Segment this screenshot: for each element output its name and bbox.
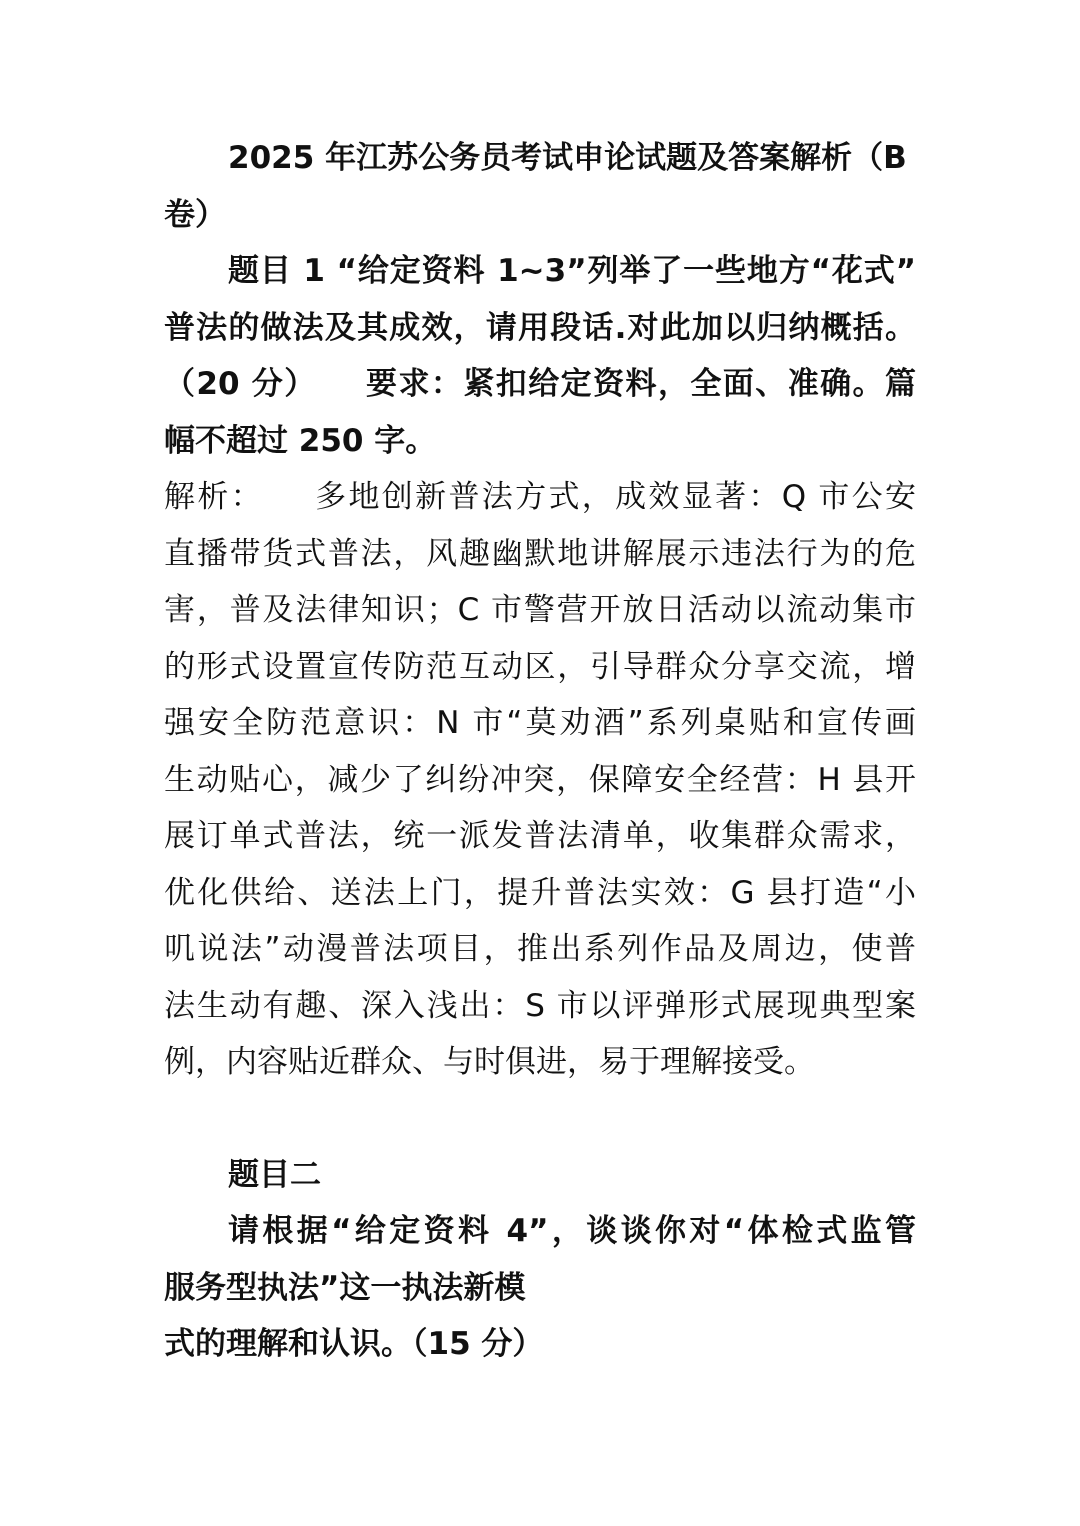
analysis-line: 叽说法”动漫普法项目，推出系列作品及周边，使普 xyxy=(164,931,916,967)
analysis-line: 展订单式普法，统一派发普法清单，收集群众需求， xyxy=(164,818,916,854)
question-1 xyxy=(164,243,916,469)
analysis-line: 强安全防范意识：N 市“莫劝酒”系列桌贴和宣传画 xyxy=(164,705,916,741)
title-line: 2025 年江苏公务员考试申论试题及答案解析（B xyxy=(228,140,907,176)
analysis-line: 例，内容贴近群众、与时俱进，易于理解接受。 xyxy=(164,1044,815,1080)
document-page xyxy=(164,130,916,1373)
analysis-line: 优化供给、送法上门，提升普法实效：G 县打造“小 xyxy=(164,874,916,911)
question-2-line: 式的理解和认识。（15 分） xyxy=(164,1326,544,1362)
section-spacer xyxy=(164,1091,916,1147)
question-2-line: 请根据“给定资料 4”，谈谈你对“体检式监管 xyxy=(228,1213,916,1249)
analysis-line: 的形式设置宣传防范互动区，引导群众分享交流，增 xyxy=(164,648,916,685)
analysis-line: 害，普及法律知识；C 市警营开放日活动以流动集市 xyxy=(164,592,916,628)
question-1-line: 普法的做法及其成效，请用段话.对此加以归纳概括。 xyxy=(164,309,916,346)
question-1-line: （20 分） 要求：紧扣给定资料，全面、准确。篇 xyxy=(164,366,916,402)
question-1-line: 题目 1 “给定资料 1~3”列举了一些地方“花式” xyxy=(228,253,916,289)
question-2-heading: 题目二 xyxy=(228,1156,321,1193)
question-1-line: 幅不超过 250 字。 xyxy=(164,422,437,459)
question-2 xyxy=(164,1147,916,1373)
title-line: 卷） xyxy=(164,196,226,233)
analysis-line: 法生动有趣、深入浅出：S 市以评弹形式展现典型案 xyxy=(164,987,916,1024)
analysis xyxy=(164,469,916,1091)
question-2-line: 服务型执法”这一执法新模 xyxy=(164,1269,526,1306)
document-title xyxy=(164,130,916,243)
analysis-line: 解析： 多地创新普法方式，成效显著：Q 市公安 xyxy=(164,479,916,515)
analysis-line: 直播带货式普法，风趣幽默地讲解展示违法行为的危 xyxy=(164,535,916,572)
analysis-line: 生动贴心，减少了纠纷冲突，保障安全经营：H 县开 xyxy=(164,761,916,798)
